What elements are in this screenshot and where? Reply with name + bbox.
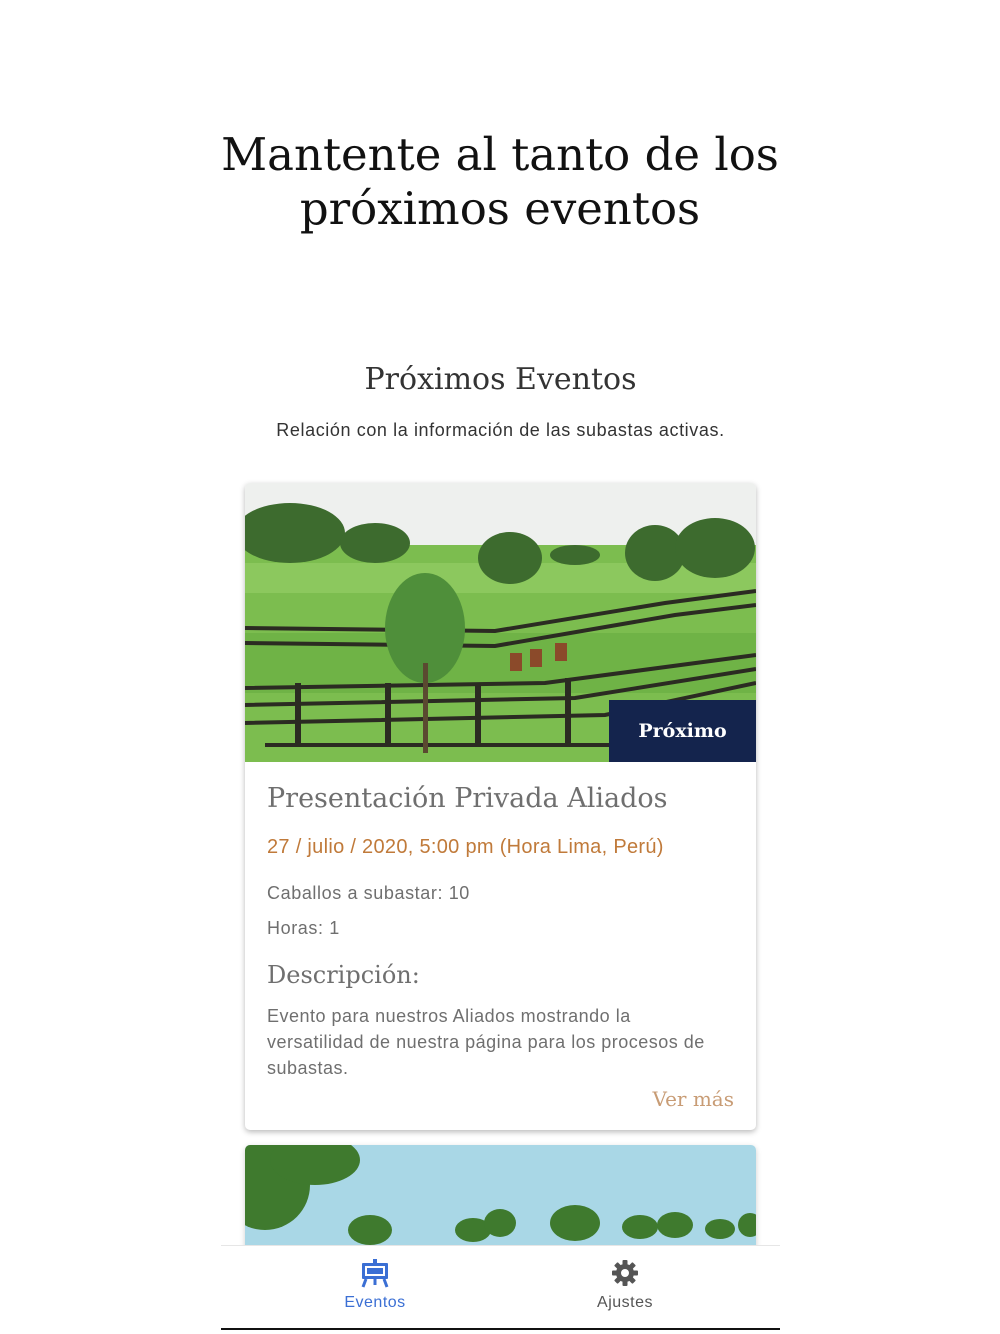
nav-label-settings: Ajustes bbox=[597, 1294, 653, 1311]
event-date: 27 / julio / 2020, 5:00 pm (Hora Lima, Perú) bbox=[267, 836, 664, 858]
hero-title-line-2: próximos eventos bbox=[299, 182, 701, 235]
event-horses-count: Caballos a subastar: 10 bbox=[267, 883, 470, 903]
event-title: Presentación Privada Aliados bbox=[267, 783, 668, 814]
hero-title bbox=[0, 128, 1000, 236]
section-subtitle: Relación con la información de las subastas activas. bbox=[276, 420, 725, 440]
status-badge: Próximo bbox=[609, 700, 756, 762]
event-card[interactable] bbox=[245, 483, 756, 1130]
nav-item-settings[interactable] bbox=[565, 1258, 685, 1312]
event-description: Evento para nuestros Aliados mostrando la versatilidad de nuestra página para los procesos de subastas. bbox=[267, 1006, 705, 1078]
section-title: Próximos Eventos bbox=[364, 362, 637, 397]
event-hours: Horas: 1 bbox=[267, 918, 340, 938]
gear-icon bbox=[610, 1258, 640, 1288]
bottom-nav bbox=[221, 1245, 780, 1330]
easel-icon bbox=[360, 1258, 390, 1288]
see-more-link[interactable]: Ver más bbox=[652, 1087, 734, 1111]
hero-title-line-1: Mantente al tanto de los bbox=[221, 128, 779, 181]
nav-label-events: Eventos bbox=[344, 1294, 406, 1311]
nav-item-events[interactable] bbox=[315, 1258, 435, 1312]
home-indicator bbox=[221, 1328, 780, 1330]
description-label: Descripción: bbox=[267, 961, 420, 989]
app-screen bbox=[221, 330, 780, 1330]
